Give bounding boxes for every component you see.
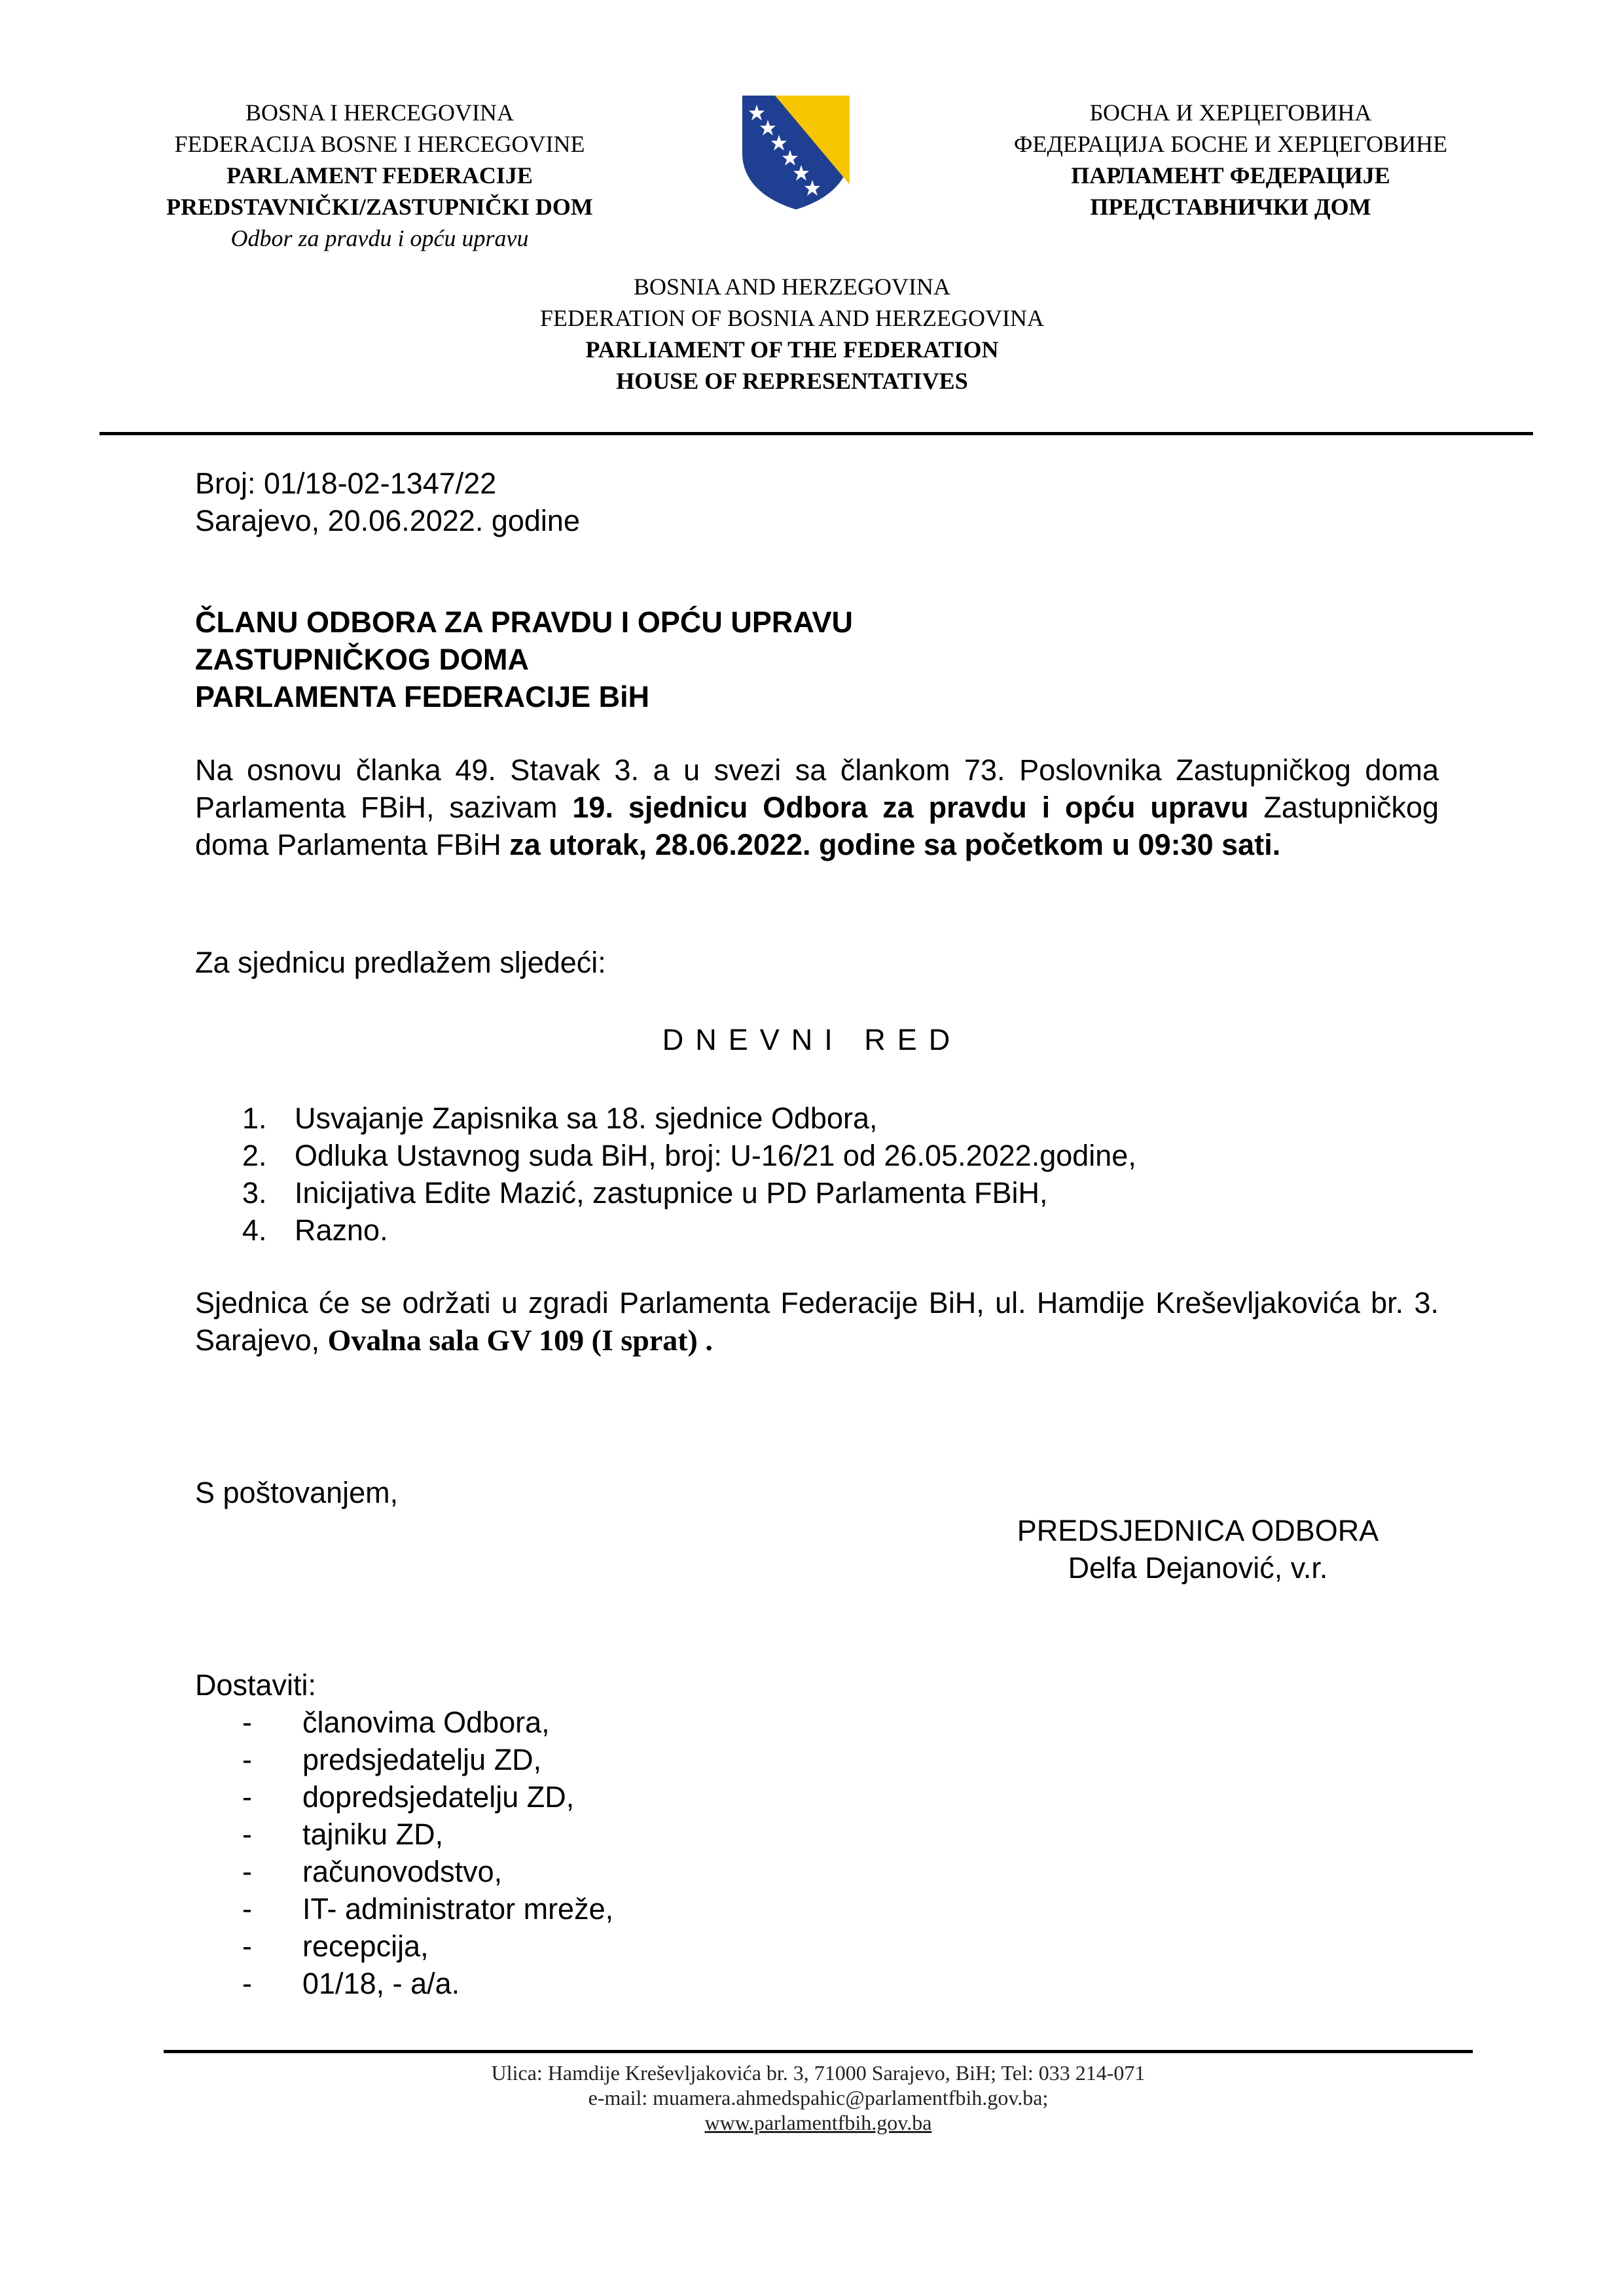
distribution-item-text: recepcija, <box>302 1929 429 1963</box>
agenda-item-number: 2. <box>242 1139 267 1172</box>
intro-text-2: Zastupničkog doma Parlamenta FBiH <box>195 791 1439 861</box>
footer-website-link[interactable]: www.parlamentfbih.gov.ba <box>704 2111 932 2134</box>
header-left-block <box>105 97 655 254</box>
agenda-item <box>242 1211 1136 1249</box>
distribution-item-text: računovodstvo, <box>302 1855 503 1888</box>
header-center-block <box>419 271 1165 397</box>
venue-text: Sjednica će se održati u zgradi Parlamenta Federacije BiH, ul. Hamdije Kreševljakovića br. 3. Sarajevo, <box>195 1286 1439 1357</box>
agenda-item <box>242 1174 1136 1211</box>
header-right-line-3: ПАРЛАМЕНТ ФЕДЕРАЦИЈЕ <box>1071 162 1390 188</box>
header-center-line-1: BOSNIA AND HERZEGOVINA <box>634 274 950 300</box>
intro-datetime: za utorak, 28.06.2022. godine sa početkom u 09:30 sati. <box>509 828 1281 861</box>
place-date: Sarajevo, 20.06.2022. godine <box>195 504 580 537</box>
list-dash: - <box>242 1706 252 1739</box>
distribution-item <box>242 1928 613 1965</box>
header-right-line-1: БОСНА И ХЕРЦЕГОВИНА <box>1089 99 1372 126</box>
intro-session: 19. sjednicu Odbora za pravdu i opću upravu <box>572 791 1249 824</box>
header-left-line-3: PARLAMENT FEDERACIJE <box>226 162 533 188</box>
distribution-item <box>242 1816 613 1853</box>
list-dash: - <box>242 1967 252 2000</box>
distribution-item-text: tajniku ZD, <box>302 1818 444 1851</box>
header-right-line-4: ПРЕДСТАВНИЧКИ ДОМ <box>1090 194 1371 220</box>
header-center-line-4: HOUSE OF REPRESENTATIVES <box>616 368 968 394</box>
distribution-item <box>242 1853 613 1890</box>
distribution-item-text: dopredsjedatelju ZD, <box>302 1780 575 1814</box>
distribution-item-text: članovima Odbora, <box>302 1706 550 1739</box>
header-left-line-4: PREDSTAVNIČKI/ZASTUPNIČKI DOM <box>166 194 593 220</box>
agenda-title: DNEVNI RED <box>662 1023 962 1056</box>
agenda-item-text: Razno. <box>295 1213 388 1247</box>
addressee-line-3: PARLAMENTA FEDERACIJE BiH <box>195 680 650 713</box>
agenda-item-text: Usvajanje Zapisnika sa 18. sjednice Odbora, <box>295 1102 878 1135</box>
agenda-item-text: Inicijativa Edite Mazić, zastupnice u PD Parlamenta FBiH, <box>295 1176 1048 1210</box>
footer-divider <box>164 2050 1473 2053</box>
reference-number: Broj: 01/18-02-1347/22 <box>195 467 497 500</box>
header-divider <box>99 432 1533 435</box>
list-dash: - <box>242 1780 252 1814</box>
agenda-item <box>242 1137 1136 1174</box>
regards-text: S poštovanjem, <box>195 1476 399 1509</box>
venue-paragraph <box>195 1284 1439 1359</box>
header-left-committee: Odbor za pravdu i opću upravu <box>230 225 529 251</box>
proposal-text: Za sjednicu predlažem sljedeći: <box>195 946 606 979</box>
agenda-list <box>242 1100 1136 1249</box>
header-center-line-3: PARLIAMENT OF THE FEDERATION <box>585 336 999 363</box>
intro-text-1: Na osnovu članka 49. Stavak 3. a u svezi sa člankom 73. Poslovnika Zastupničkog doma Parlamenta FBiH, sazivam <box>195 753 1439 824</box>
agenda-item <box>242 1100 1136 1137</box>
footer-block <box>262 2060 1375 2135</box>
addressee-line-2: ZASTUPNIČKOG DOMA <box>195 643 529 676</box>
coat-of-arms-icon <box>737 93 855 211</box>
addressee-block <box>195 603 853 715</box>
venue-room: Ovalna sala GV 109 (I sprat) . <box>327 1323 713 1357</box>
distribution-item <box>242 1965 613 2002</box>
intro-paragraph <box>195 751 1439 863</box>
signature-name: Delfa Dejanović, v.r. <box>1068 1551 1328 1585</box>
addressee-line-1: ČLANU ODBORA ZA PRAVDU I OPĆU UPRAVU <box>195 605 854 639</box>
distribution-item-text: 01/18, - a/a. <box>302 1967 460 2000</box>
list-dash: - <box>242 1743 252 1776</box>
footer-address: Ulica: Hamdije Kreševljakovića br. 3, 71000 Sarajevo, BiH; Tel: 033 214-071 <box>491 2061 1146 2085</box>
agenda-item-text: Odluka Ustavnog suda BiH, broj: U-16/21 od 26.05.2022.godine, <box>295 1139 1136 1172</box>
agenda-item-number: 4. <box>242 1213 267 1247</box>
header-left-line-2: FEDERACIJA BOSNE I HERCEGOVINE <box>174 131 585 157</box>
header-right-line-2: ФЕДЕРАЦИЈА БОСНЕ И ХЕРЦЕГОВИНЕ <box>1013 131 1448 157</box>
agenda-item-number: 1. <box>242 1102 267 1135</box>
signature-block <box>969 1512 1427 1587</box>
distribution-item <box>242 1704 613 1741</box>
distribution-item-text: predsjedatelju ZD, <box>302 1743 542 1776</box>
reference-block <box>195 465 580 539</box>
signature-title: PREDSJEDNICA ODBORA <box>1017 1514 1379 1547</box>
distribution-item <box>242 1890 613 1928</box>
distribution-item-text: IT- administrator mreže, <box>302 1892 614 1926</box>
header-right-block <box>949 97 1512 223</box>
footer-email[interactable]: e-mail: muamera.ahmedspahic@parlamentfbih.gov.ba; <box>588 2086 1049 2109</box>
distribution-list <box>242 1704 613 2002</box>
list-dash: - <box>242 1818 252 1851</box>
distribution-label: Dostaviti: <box>195 1668 317 1702</box>
list-dash: - <box>242 1855 252 1888</box>
distribution-item <box>242 1741 613 1778</box>
agenda-item-number: 3. <box>242 1176 267 1210</box>
header-center-line-2: FEDERATION OF BOSNIA AND HERZEGOVINA <box>539 305 1044 331</box>
list-dash: - <box>242 1892 252 1926</box>
list-dash: - <box>242 1929 252 1963</box>
distribution-item <box>242 1778 613 1816</box>
header-left-line-1: BOSNA I HERCEGOVINA <box>245 99 514 126</box>
